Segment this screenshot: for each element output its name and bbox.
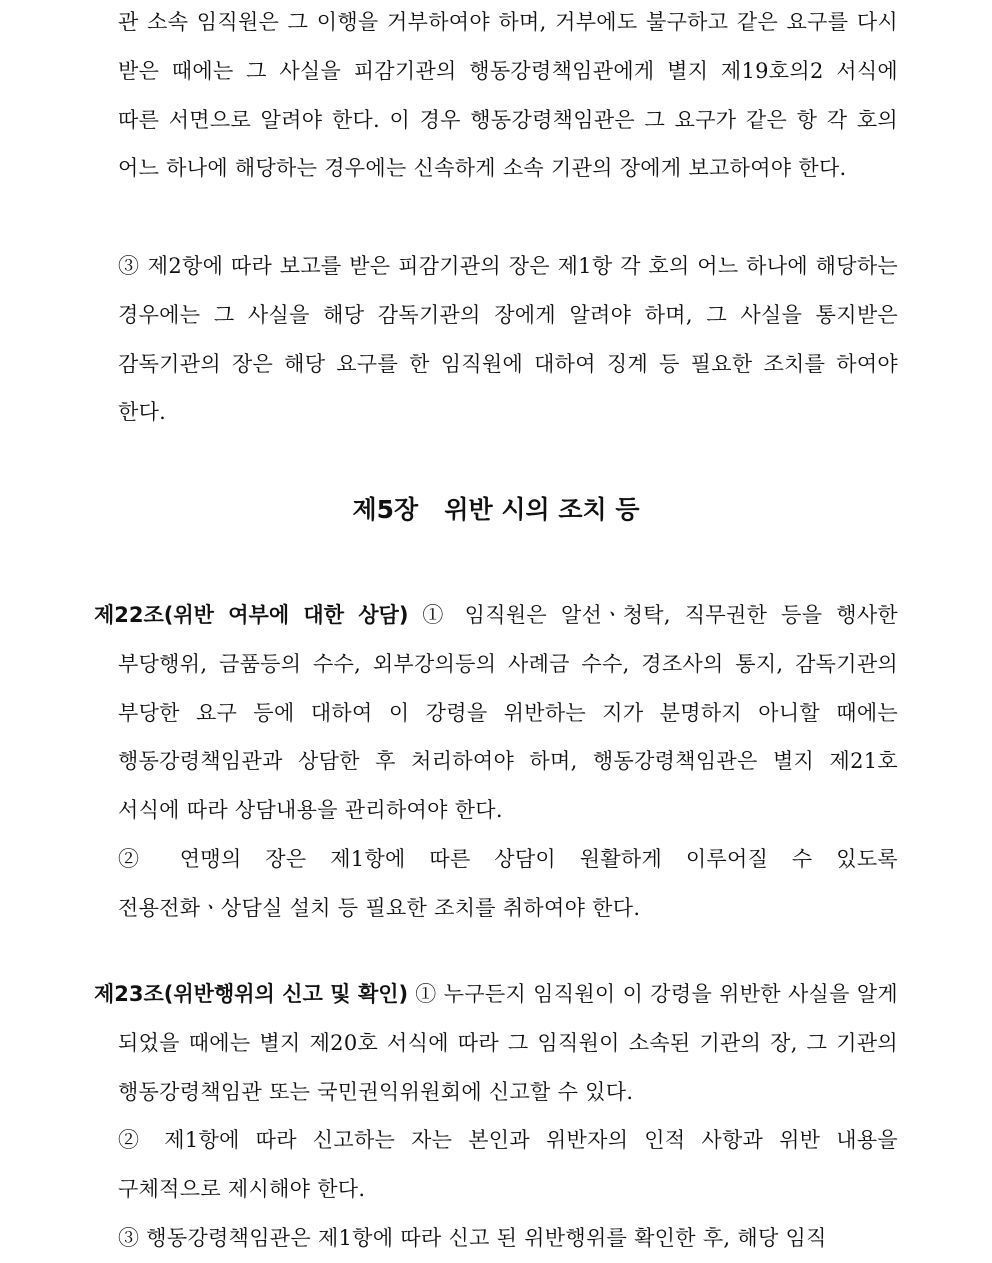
chapter-number: 제5장 — [352, 495, 419, 524]
paragraph-continuation: 관 소속 임직원은 그 이행을 거부하여야 하며, 거부에도 불구하고 같은 요구를 다시 받은 때에는 그 사실을 피감기관의 행동강령책임관에게 별지 제19호의2 서식에 따른 서면으로 알려야 한다. 이 경우 행동강령책임관은 그 요구가 같은 항 각 호의 어느 하나에 해당하는 경우에는 신속하게 소속 기관의 장에게 보고하여야 한다. — [118, 10, 898, 181]
article-22-clause-2: ② 연맹의 장은 제1항에 따른 상담이 원활하게 이루어질 수 있도록 전용전화ㆍ상담실 설치 등 필요한 조치를 취하여야 한다. — [118, 847, 898, 920]
article-22-heading: 제22조(위반 여부에 대한 상담) — [94, 603, 409, 627]
article-23-heading: 제23조(위반행위의 신고 및 확인) — [94, 982, 409, 1006]
chapter-heading — [0, 486, 992, 534]
article-23-clause-3: ③ 행동강령책임관은 제1항에 따라 신고 된 위반행위를 확인한 후, 해당 임직 — [118, 1226, 827, 1250]
chapter-title: 위반 시의 조치 등 — [444, 495, 640, 524]
article-22 — [94, 591, 898, 835]
article-22-body: ① 임직원은 알선ㆍ청탁, 직무권한 등을 행사한 부당행위, 금품등의 수수, 외부강의등의 사례금 수수, 경조사의 통지, 감독기관의 부당한 요구 등에 대하여 이 강령을 위반하는 지가 분명하지 아니할 때에는 행동강령책임관과 상담한 후 처리하여야 하며, 행동강령책임관은 별지 제21호 서식에 따라 상담내용을 관리하여야 한다. — [118, 603, 898, 823]
article-23-clause-2: ② 제1항에 따라 신고하는 자는 본인과 위반자의 인적 사항과 위반 내용을 구체적으로 제시해야 한다. — [118, 1128, 898, 1201]
article-23-body: ① 누구든지 임직원이 이 강령을 위반한 사실을 알게 되었을 때에는 별지 제20호 서식에 따라 그 임직원이 소속된 기관의 장, 그 기관의 행동강령책임관 또는 국민권익위원회에 신고할 수 있다. — [118, 982, 898, 1104]
paragraph-clause-3: ③ 제2항에 따라 보고를 받은 피감기관의 장은 제1항 각 호의 어느 하나에 해당하는 경우에는 그 사실을 해당 감독기관의 장에게 알려야 하며, 그 사실을 통지받은 감독기관의 장은 해당 요구를 한 임직원에 대하여 징계 등 필요한 조치를 하여야 한다. — [118, 254, 898, 425]
article-23 — [94, 970, 898, 1116]
